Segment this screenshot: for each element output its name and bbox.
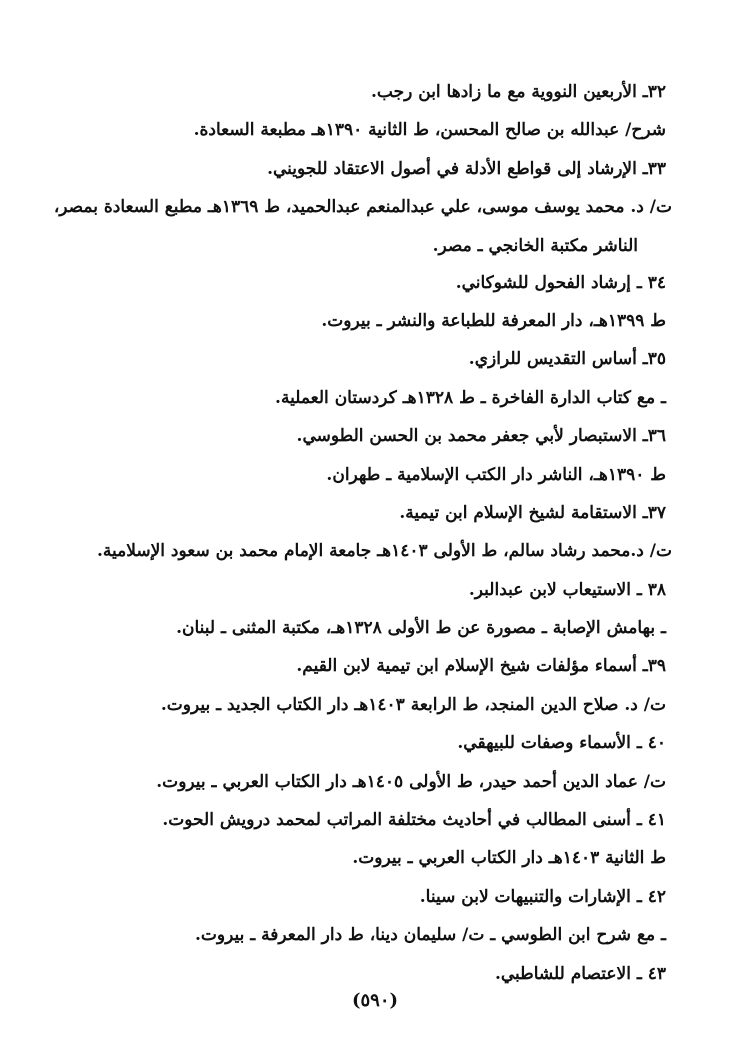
entry-33-details-continued: الناشر مكتبة الخانجي ـ مصر. — [432, 235, 638, 256]
entry-34-details: ط ١٣٩٩هـ، دار المعرفة للطباعة والنشر ـ بيروت. — [321, 310, 666, 331]
entry-32-details: شرح/ عبدالله بن صالح المحسن، ط الثانية ١٣٩٠هـ مطبعة السعادة. — [193, 120, 666, 141]
entry-40-title: ٤٠ ـ الأسماء وصفات للبيهقي. — [457, 733, 666, 754]
entry-43-title: ٤٣ ـ الاعتصام للشاطبي. — [494, 963, 666, 984]
entry-42-title: ٤٢ ـ الإشارات والتنبيهات لابن سينا. — [419, 886, 666, 907]
entry-36-details: ط ١٣٩٠هـ، الناشر دار الكتب الإسلامية ـ طهران. — [326, 464, 666, 485]
entry-37-title: ٣٧ـ الاستقامة لشيخ الإسلام ابن تيمية. — [399, 502, 666, 523]
entry-39-details: ت/ د. صلاح الدين المنجد، ط الرابعة ١٤٠٣هـ دار الكتاب الجديد ـ بيروت. — [160, 694, 666, 715]
entry-42-details: ـ مع شرح ابن الطوسي ـ ت/ سليمان دينا، ط دار المعرفة ـ بيروت. — [194, 925, 666, 946]
entry-39-title: ٣٩ـ أسماء مؤلفات شيخ الإسلام ابن تيمية لابن القيم. — [296, 656, 666, 677]
page-number: (٥٩٠) — [351, 990, 399, 1011]
entry-32-title: ٣٢ـ الأربعين النووية مع ما زادها ابن رجب. — [371, 82, 666, 102]
entry-37-details: ت/ د.محمد رشاد سالم، ط الأولى ١٤٠٣هـ جامعة الإمام محمد بن سعود الإسلامية. — [96, 541, 672, 562]
entry-38-details: ـ بهامش الإصابة ـ مصورة عن ط الأولى ١٣٢٨هـ، مكتبة المثنى ـ لبنان. — [176, 618, 666, 639]
bibliography-list — [53, 82, 672, 1002]
entry-41-details: ط الثانية ١٤٠٣هـ دار الكتاب العربي ـ بيروت. — [352, 848, 666, 869]
entry-35-title: ٣٥ـ أساس التقديس للرازي. — [468, 349, 666, 370]
entry-35-details: ـ مع كتاب الدارة الفاخرة ـ ط ١٣٢٨هـ كردستان العملية. — [275, 387, 666, 408]
entry-41-title: ٤١ ـ أسنى المطالب في أحاديث مختلفة المراتب لمحمد درويش الحوت. — [162, 810, 666, 831]
entry-36-title: ٣٦ـ الاستبصار لأبي جعفر محمد بن الحسن الطوسي. — [296, 426, 666, 447]
entry-40-details: ت/ عماد الدين أحمد حيدر، ط الأولى ١٤٠٥هـ دار الكتاب العربي ـ بيروت. — [156, 771, 666, 792]
entry-38-title: ٣٨ ـ الاستيعاب لابن عبدالبر. — [468, 579, 666, 600]
entry-33-details: ت/ د. محمد يوسف موسى، علي عبدالمنعم عبدالحميد، ط ١٣٦٩هـ مطبع السعادة بمصر، — [53, 197, 672, 218]
entry-34-title: ٣٤ ـ إرشاد الفحول للشوكاني. — [455, 272, 666, 293]
entry-33-title: ٣٣ـ الإرشاد إلى قواطع الأدلة في أصول الاعتقاد للجويني. — [267, 158, 666, 179]
